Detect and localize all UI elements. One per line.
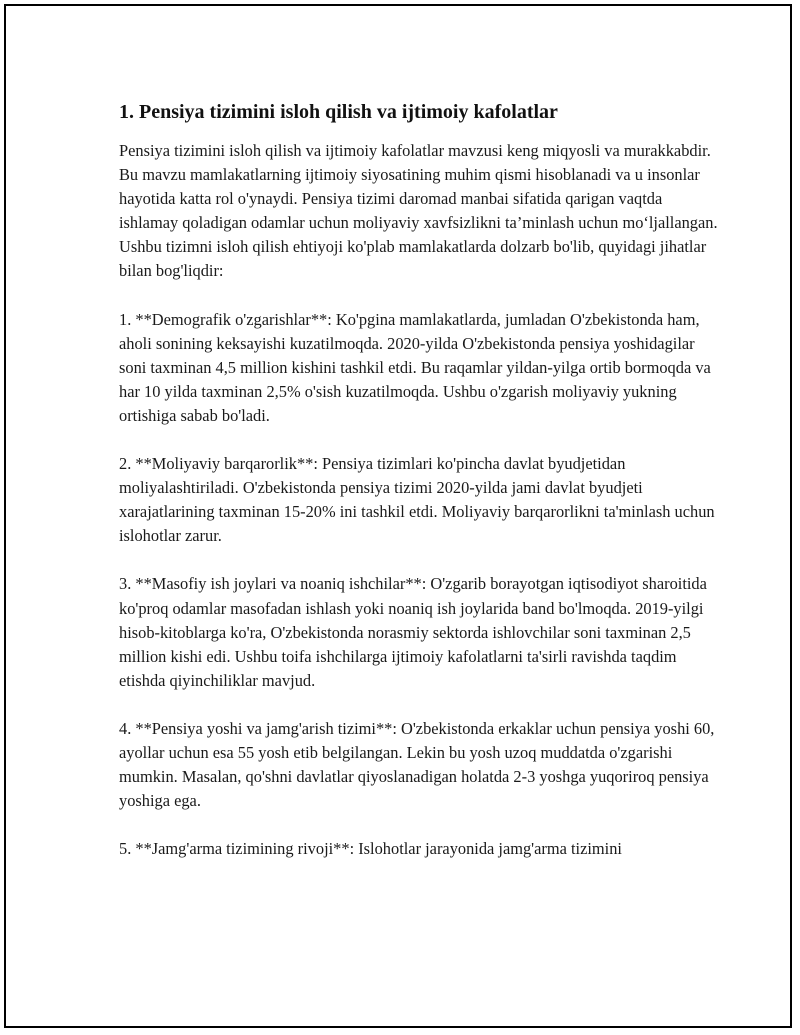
section-heading: 1. Pensiya tizimini isloh qilish va ijtimoiy kafolatlar	[119, 101, 558, 123]
intro-paragraph: Pensiya tizimini isloh qilish va ijtimoiy kafolatlar mavzusi keng miqyosli va murakkabdir. Bu mavzu mamlakatlarning ijtimoiy siyosatining muhim qismi hisoblanadi va u insonlar hayotida katta rol o'ynaydi. Pensiya tizimi daromad manbai sifatida qarigan vaqtda ishlamay qoladigan odamlar uchun moliyaviy xavfsizlikni ta’minlash uchun mo‘ljallangan. Ushbu tizimni isloh qilish ehtiyoji ko'plab mamlakatlarda dolzarb bo'lib, quyidagi jihatlar bilan bog'liqdir:	[119, 141, 718, 281]
point-financial-stability: 2. **Moliyaviy barqarorlik**: Pensiya tizimlari ko'pincha davlat byudjetidan moliyalashtiriladi. O'zbekistonda pensiya tizimi 2020-yilda jami davlat byudjeti xarajatlarining taxminan 15-20% ini tashkil etdi. Moliyaviy barqarorlikni ta'minlash uchun islohotlar zarur.	[119, 454, 715, 546]
point-savings-system-development: 5. **Jamg'arma tizimining rivoji**: Islohotlar jarayonida jamg'arma tizimini	[119, 839, 622, 859]
point-pension-age-savings: 4. **Pensiya yoshi va jamg'arish tizimi**: O'zbekistonda erkaklar uchun pensiya yoshi 60, ayollar uchun esa 55 yosh etib belgilangan. Lekin bu yosh uzoq muddatda o'zgarishi mumkin. Masalan, qo'shni davlatlar qiyoslanadigan holatda 2-3 yoshga yuqoriroq pensiya yoshiga ega.	[119, 718, 715, 811]
point-remote-informal-workers: 3. **Masofiy ish joylari va noaniq ishchilar**: O'zgarib borayotgan iqtisodiyot sharoitida ko'proq odamlar masofadan ishlash yoki noaniq ish joylarida band bo'lmoqda. 2019-yilgi hisob-kitoblarga ko'ra, O'zbekistonda norasmiy sektorda ishlovchilar soni taxminan 2,5 million kishi edi. Ushbu toifa ishchilarga ijtimoiy kafolatlarni ta'sirli ravishda taqdim etishda qiyinchiliklar mavjud.	[119, 574, 707, 690]
point-demographic-changes: 1. **Demografik o'zgarishlar**: Ko'pgina mamlakatlarda, jumladan O'zbekistonda ham, aholi sonining keksayishi kuzatilmoqda. 2020-yilda O'zbekistonda pensiya yoshidagilar soni taxminan 4,5 million kishini tashkil etdi. Bu raqamlar yildan-yilga ortib bormoqda va har 10 yilda taxminan 2,5% o'sish kuzatilmoqda. Ushbu o'zgarish moliyaviy yukning ortishiga sabab bo'ladi.	[119, 309, 711, 425]
page-frame	[4, 4, 792, 1028]
document-body	[119, 98, 719, 885]
